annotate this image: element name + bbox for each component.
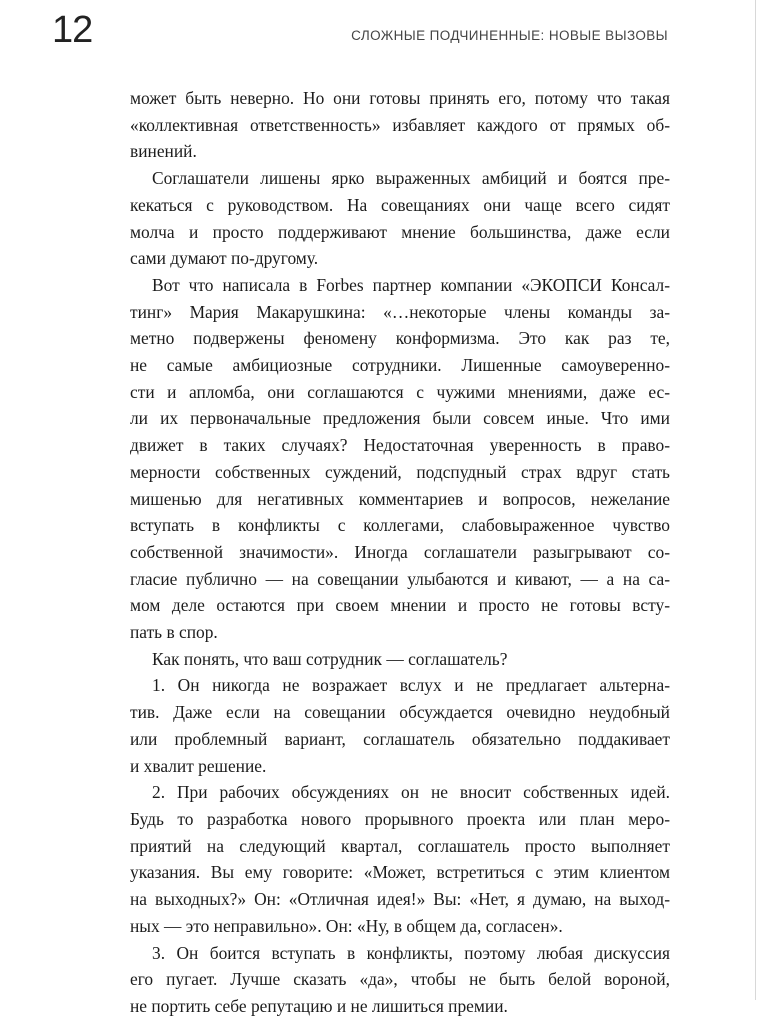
text-line: на выходных?» Он: «Отличная идея!» Вы: «Нет, я думаю, на выход- bbox=[130, 889, 670, 910]
text-line: ных — это неправильно». Он: «Ну, в общем да, согласен». bbox=[130, 915, 563, 936]
text-line: 3. Он боится вступать в конфликты, поэтому любая дискуссия bbox=[152, 942, 670, 963]
text-line: его пугает. Лучше сказать «да», чтобы не быть белой вороной, bbox=[130, 969, 670, 990]
list-item-2 bbox=[130, 779, 670, 939]
text-line: собственной значимости». Иногда соглашатели разыгрывают со- bbox=[130, 541, 670, 562]
text-line: мишенью для негативных комментариев и вопросов, нежелание bbox=[130, 488, 670, 509]
text-line: мом деле остаются при своем мнении и просто не готовы всту- bbox=[130, 595, 670, 616]
text-line: винений. bbox=[130, 141, 197, 162]
text-line: Соглашатели лишены ярко выраженных амбиций и боятся пре- bbox=[152, 168, 670, 189]
paragraph-3-quote bbox=[130, 272, 670, 646]
text-line: тинг» Мария Макарушкина: «…некоторые члены команды за- bbox=[130, 301, 670, 322]
text-line: не самые амбициозные сотрудники. Лишенные самоуверенно- bbox=[130, 355, 670, 376]
text-line: Будь то разработка нового прорывного проекта или план меро- bbox=[130, 808, 670, 829]
list-item-3 bbox=[130, 940, 670, 1020]
paragraph-2 bbox=[130, 165, 670, 272]
text-line: не портить себе репутацию и не лишиться премии. bbox=[130, 995, 508, 1016]
text-line: «коллективная ответственность» избавляет каждого от прямых об- bbox=[130, 114, 670, 135]
text-line: 2. При рабочих обсуждениях он не вносит собственных идей. bbox=[152, 782, 670, 803]
text-line: мерности собственных суждений, подспудный страх вдруг стать bbox=[130, 461, 670, 482]
text-line: сти и апломба, они соглашаются с чужими мнениями, даже ес- bbox=[130, 381, 670, 402]
text-line: ли их первоначальные предложения были совсем иные. Что ими bbox=[130, 408, 670, 429]
text-line: вступать в конфликты с коллегами, слабовыраженное чувство bbox=[130, 515, 670, 536]
text-line: гласие публично — на совещании улыбаются и кивают, — а на са- bbox=[130, 568, 670, 589]
running-header-title: СЛОЖНЫЕ ПОДЧИНЕННЫЕ: НОВЫЕ ВЫЗОВЫ bbox=[351, 28, 668, 43]
text-line: Вот что написала в Forbes партнер компании «ЭКОПСИ Консал- bbox=[152, 274, 670, 295]
paragraph-4-question bbox=[130, 646, 670, 673]
page-number: 12 bbox=[52, 9, 93, 51]
text-line: движет в таких случаях? Недостаточная уверенность в право- bbox=[130, 435, 670, 456]
body-text bbox=[130, 85, 670, 1020]
text-line: тив. Даже если на совещании обсуждается очевидно неудобный bbox=[130, 702, 670, 723]
text-line: Как понять, что ваш сотрудник — соглашатель? bbox=[152, 648, 508, 669]
list-item-1 bbox=[130, 672, 670, 779]
text-line: может быть неверно. Но они готовы принять его, потому что такая bbox=[130, 88, 670, 108]
text-line: приятий на следующий квартал, соглашатель просто выполняет bbox=[130, 835, 670, 856]
text-line: кекаться с руководством. На совещаниях они чаще всего сидят bbox=[130, 194, 670, 215]
text-line: указания. Вы ему говорите: «Может, встретиться с этим клиентом bbox=[130, 862, 670, 883]
text-line: или проблемный вариант, соглашатель обязательно поддакивает bbox=[130, 728, 670, 749]
text-line: и хвалит решение. bbox=[130, 755, 267, 776]
paragraph-1 bbox=[130, 85, 670, 165]
text-line: метно подвержены феномену конформизма. Это как раз те, bbox=[130, 328, 670, 349]
text-line: сами думают по-другому. bbox=[130, 248, 319, 269]
text-line: пать в спор. bbox=[130, 622, 218, 643]
page-edge-line bbox=[755, 0, 756, 1000]
text-line: 1. Он никогда не возражает вслух и не предлагает альтерна- bbox=[152, 675, 670, 696]
text-line: молча и просто поддерживают мнение большинства, даже если bbox=[130, 221, 670, 242]
